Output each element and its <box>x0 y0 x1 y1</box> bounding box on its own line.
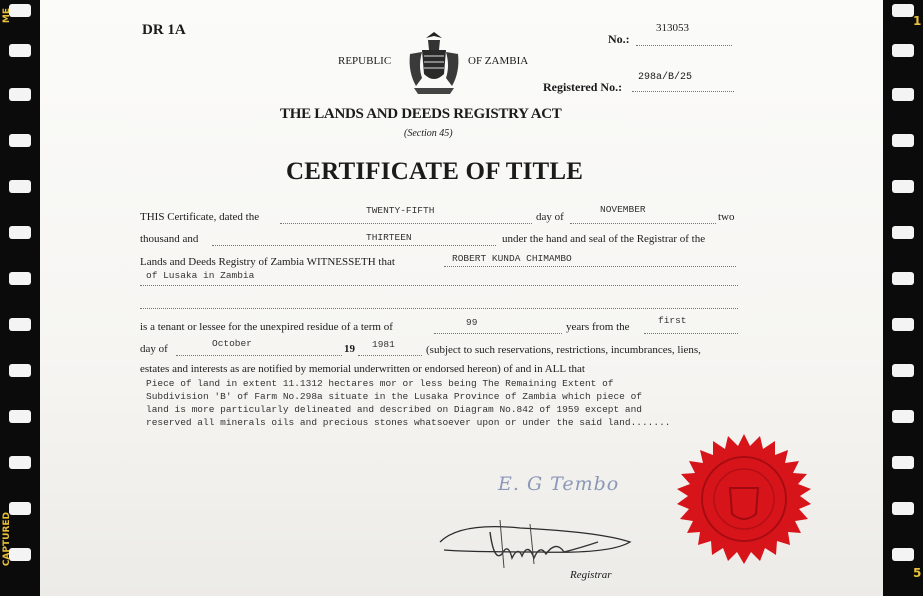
film-strip-left <box>0 0 40 596</box>
film-hole <box>892 410 914 423</box>
film-hole <box>892 364 914 377</box>
line6-day-of: day of <box>140 343 168 355</box>
land-description-line: Subdivision 'B' of Farm No.298a situate in the Lusaka Province of Zambia which piece of <box>146 391 642 402</box>
fill-line <box>176 355 342 356</box>
film-hole <box>9 456 31 469</box>
form-code: DR 1A <box>142 22 186 38</box>
line7-text: estates and interests as are notified by memorial underwritten or endorsed hereon) of and in ALL that <box>140 363 585 375</box>
film-hole <box>892 226 914 239</box>
land-description-line: Piece of land in extent 11.1312 hectares mor or less being The Remaining Extent of <box>146 378 614 389</box>
date-day-value: TWENTY-FIFTH <box>366 205 435 216</box>
registered-value: 298a/B/25 <box>638 72 693 83</box>
fill-line <box>140 285 738 286</box>
film-hole <box>9 272 31 285</box>
registered-label: Registered No.: <box>543 80 623 94</box>
date-year-value: THIRTEEN <box>366 232 412 243</box>
fill-line <box>434 333 562 334</box>
film-hole <box>9 226 31 239</box>
film-hole <box>892 502 914 515</box>
line5-years-from: years from the <box>566 321 630 333</box>
line6-century: 19 <box>344 343 355 355</box>
line2-registrar-text: under the hand and seal of the Registrar of the <box>502 233 706 245</box>
film-hole <box>892 548 914 561</box>
fill-line <box>444 266 736 267</box>
film-hole <box>9 318 31 331</box>
of-zambia-text: OF ZAMBIA <box>468 55 529 67</box>
line3-text: Lands and Deeds Registry of Zambia WITNESSETH that <box>140 256 395 268</box>
film-frame-number-bottom: 5 <box>913 566 922 580</box>
signatory-name-stamp: E. G Tembo <box>498 473 620 495</box>
film-hole <box>892 318 914 331</box>
line1-day-of: day of <box>536 211 564 223</box>
line1-text: THIS Certificate, dated the <box>140 211 260 223</box>
official-seal-icon <box>664 432 824 582</box>
certificate-title: CERTIFICATE OF TITLE <box>286 158 584 185</box>
start-month-value: October <box>212 338 252 349</box>
film-hole <box>9 180 31 193</box>
fill-line <box>140 308 738 309</box>
certificate-document <box>40 0 883 596</box>
registrar-signature <box>430 502 650 572</box>
film-hole <box>892 44 914 57</box>
section-reference: (Section 45) <box>404 128 453 139</box>
land-description-line: reserved all minerals oils and precious stones whatsoever upon or under the said land....... <box>146 417 671 428</box>
film-hole <box>9 4 31 17</box>
film-hole <box>9 44 31 57</box>
holder-address-value: of Lusaka in Zambia <box>146 270 255 281</box>
coat-of-arms-icon <box>404 28 464 96</box>
film-hole <box>9 88 31 101</box>
act-title: THE LANDS AND DEEDS REGISTRY ACT <box>280 106 562 122</box>
fill-line <box>280 223 532 224</box>
start-year-value: 1981 <box>372 339 395 350</box>
film-hole <box>892 88 914 101</box>
number-line <box>636 45 732 46</box>
film-hole <box>892 4 914 17</box>
registrar-label: Registrar <box>570 569 612 581</box>
date-month-value: NOVEMBER <box>600 204 646 215</box>
film-hole <box>892 180 914 193</box>
line1-two: two <box>718 211 735 223</box>
fill-line <box>570 223 716 224</box>
registered-line <box>632 91 734 92</box>
film-label-bottom: CAPTURED <box>2 512 12 567</box>
film-hole <box>9 134 31 147</box>
land-description-line: land is more particularly delineated and described on Diagram No.842 of 1959 except and <box>146 404 642 415</box>
film-strip-right <box>883 0 923 596</box>
term-value: 99 <box>466 317 478 328</box>
film-hole <box>892 272 914 285</box>
fill-line <box>212 245 496 246</box>
film-hole <box>9 364 31 377</box>
fill-line <box>358 355 422 356</box>
film-hole <box>9 548 31 561</box>
number-label: No.: <box>608 32 630 46</box>
film-frame-number-top: 1 <box>913 14 922 28</box>
line2-text: thousand and <box>140 233 199 245</box>
republic-text: REPUBLIC <box>338 55 392 67</box>
holder-name-value: ROBERT KUNDA CHIMAMBO <box>452 253 572 264</box>
film-label-top: ME <box>2 8 12 24</box>
line5-text: is a tenant or lessee for the unexpired residue of a term of <box>140 321 393 333</box>
film-hole <box>892 134 914 147</box>
first-value: first <box>658 315 687 326</box>
fill-line <box>644 333 738 334</box>
film-hole <box>892 456 914 469</box>
film-hole <box>9 410 31 423</box>
number-value: 313053 <box>656 22 689 34</box>
line6-subject-text: (subject to such reservations, restrictions, incumbrances, liens, <box>426 344 701 356</box>
film-hole <box>9 502 31 515</box>
